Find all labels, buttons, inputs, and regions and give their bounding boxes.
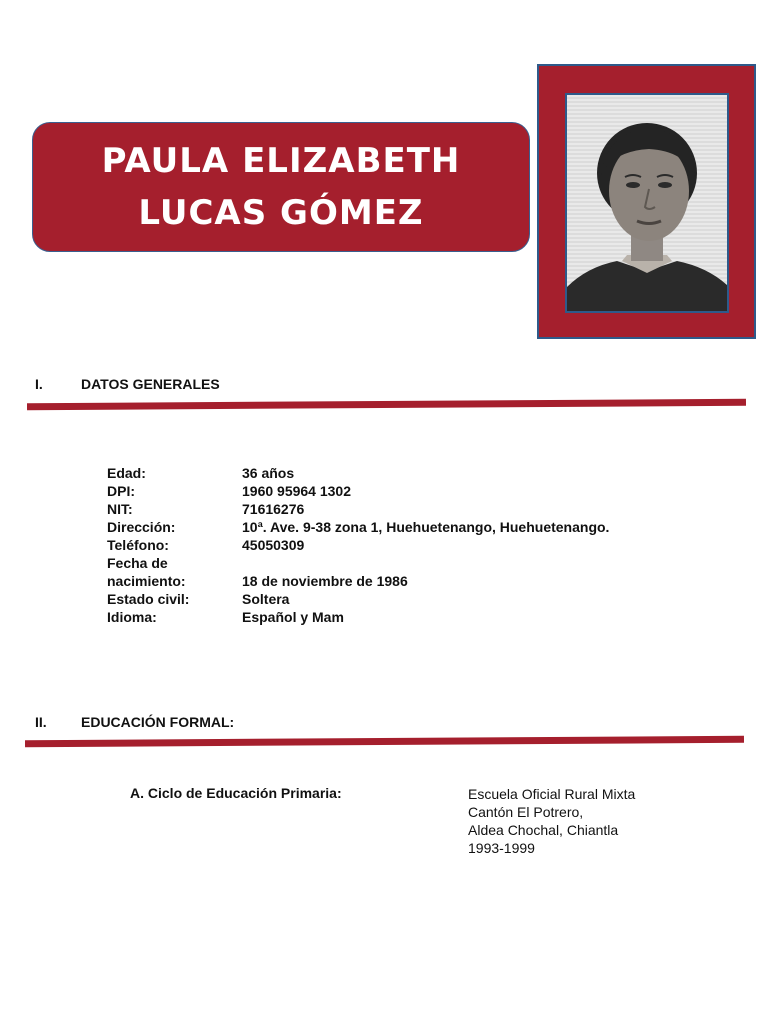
section-divider — [27, 399, 746, 410]
info-row — [107, 536, 609, 554]
section-title: DATOS GENERALES — [81, 376, 220, 392]
education-line: 1993-1999 — [468, 840, 535, 856]
info-label: Fecha de — [107, 555, 168, 571]
portrait-photo — [565, 93, 729, 313]
portrait-icon — [567, 95, 727, 311]
name-banner — [32, 122, 530, 252]
info-row — [107, 482, 609, 500]
datos-generales-table — [107, 464, 609, 626]
info-label: DPI: — [107, 483, 135, 499]
info-value: 45050309 — [242, 537, 305, 553]
info-row — [107, 572, 609, 590]
education-line: Aldea Chochal, Chiantla — [468, 822, 619, 838]
education-line: Escuela Oficial Rural Mixta — [468, 786, 636, 802]
info-label: Estado civil: — [107, 591, 190, 607]
info-label: Idioma: — [107, 609, 157, 625]
education-details — [468, 785, 635, 857]
info-label: nacimiento: — [107, 573, 186, 589]
name-line-2: LUCAS GÓMEZ — [138, 193, 424, 233]
info-value: 18 de noviembre de 1986 — [242, 573, 408, 589]
section-title: EDUCACIÓN FORMAL: — [81, 714, 235, 730]
info-row — [107, 608, 609, 626]
info-label: Dirección: — [107, 519, 176, 535]
name-line-1: PAULA ELIZABETH — [101, 141, 461, 181]
info-row — [107, 464, 609, 482]
info-label: Edad: — [107, 465, 146, 481]
info-value: Español y Mam — [242, 609, 344, 625]
info-row — [107, 518, 609, 536]
education-line: Cantón El Potrero, — [468, 804, 584, 820]
info-label: Teléfono: — [107, 537, 169, 553]
education-level-label: A. Ciclo de Educación Primaria: — [130, 785, 342, 801]
photo-frame — [537, 64, 756, 339]
info-value: Soltera — [242, 591, 290, 607]
info-row — [107, 500, 609, 518]
info-row — [107, 590, 609, 608]
info-value: 10ª. Ave. 9-38 zona 1, Huehuetenango, Huehuetenango. — [242, 519, 610, 535]
section-number: II. — [35, 714, 47, 730]
section-number: I. — [35, 376, 43, 392]
info-value: 36 años — [242, 465, 295, 481]
info-row — [107, 554, 609, 572]
info-value: 71616276 — [242, 501, 305, 517]
info-label: NIT: — [107, 501, 133, 517]
info-value: 1960 95964 1302 — [242, 483, 351, 499]
section-divider — [25, 736, 744, 747]
